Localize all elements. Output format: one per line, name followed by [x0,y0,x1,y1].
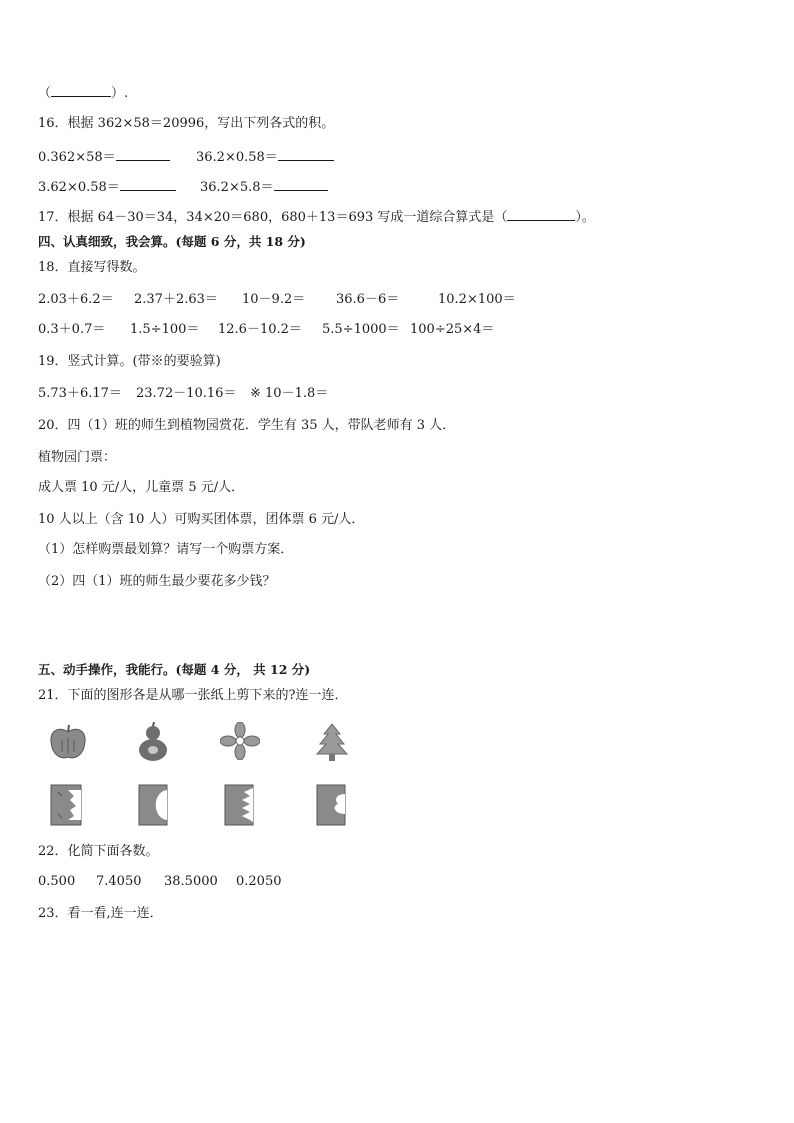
q16-item-3 [38,178,176,196]
q17-close: ）。 [575,210,595,225]
q16-item-4-text: 36.2×5.8＝ [200,180,274,195]
q20-line-3: 10 人以上（含 10 人）可购买团体票，团体票 6 元/人． [38,512,365,527]
q19-item-1: 5.73＋6.17＝ [38,386,122,401]
q16-blank-4[interactable] [274,178,328,191]
q20-stem: 20．四（1）班的师生到植物园赏花．学生有 35 人，带队老师有 3 人． [38,418,456,433]
q20-sub-1: （1）怎样购票最划算？请写一个购票方案． [38,542,294,557]
q22-item-3: 38.5000 [164,874,218,889]
q22-item-2: 7.4050 [96,874,142,889]
tree-shape-icon[interactable] [316,722,348,762]
q15-answer-blank[interactable] [51,84,111,97]
q21-stem: 21．下面的图形各是从哪一张纸上剪下来的?连一连． [38,688,348,703]
q18-r2-c4: 5.5÷1000＝ [322,322,400,337]
paper-cutout-1-icon[interactable] [50,784,82,826]
q16-item-1-text: 0.362×58＝ [38,150,116,165]
q16-blank-1[interactable] [116,148,170,161]
q15-answer-line [38,84,128,102]
q16-blank-3[interactable] [120,178,176,191]
q16-stem: 16．根据 362×58＝20996，写出下列各式的积。 [38,116,335,131]
paper-cutout-2-icon[interactable] [138,784,168,826]
q19-item-3: ※ 10－1.8＝ [250,386,329,401]
q15-open: （ [38,86,52,101]
q22-item-4: 0.2050 [236,874,282,889]
q18-r1-c3: 10－9.2＝ [242,292,306,307]
paper-cutout-4-icon[interactable] [316,784,346,826]
q20-line-2: 成人票 10 元/人，儿童票 5 元/人． [38,480,245,495]
q17-stem: 17．根据 64－30＝34，34×20＝680，680＋13＝693 写成一道综合算式是（ [38,210,508,225]
q18-r1-c1: 2.03＋6.2＝ [38,292,114,307]
q23-stem: 23．看一看,连一连． [38,906,163,921]
q16-item-1 [38,148,170,166]
q15-close: ）. [111,86,129,101]
q18-r1-c2: 2.37＋2.63＝ [134,292,218,307]
q16-item-3-text: 3.62×0.58＝ [38,180,120,195]
q17-stem-line [38,208,595,226]
section-4-title: 四、认真细致，我会算。(每题 6 分，共 18 分) [38,234,306,249]
q16-blank-2[interactable] [278,148,334,161]
paper-cutout-3-icon[interactable] [224,784,254,826]
q19-stem: 19．竖式计算。(带※的要验算) [38,354,221,369]
q18-r1-c4: 36.6－6＝ [336,292,400,307]
section-5-title: 五、动手操作，我能行。(每题 4 分， 共 12 分) [38,662,311,677]
q16-item-2 [196,148,334,166]
flower-shape-icon[interactable] [220,722,260,760]
q18-r1-c5: 10.2×100＝ [438,292,516,307]
q20-sub-2: （2）四（1）班的师生最少要花多少钱？ [38,574,276,589]
q18-r2-c3: 12.6－10.2＝ [218,322,302,337]
apple-shape-icon[interactable] [48,722,88,762]
q22-stem: 22．化简下面各数。 [38,844,159,859]
q16-item-4 [200,178,328,196]
q16-item-2-text: 36.2×0.58＝ [196,150,278,165]
q18-r2-c5: 100÷25×4＝ [410,322,495,337]
q18-r2-c1: 0.3＋0.7＝ [38,322,106,337]
q18-stem: 18．直接写得数。 [38,260,146,275]
q19-item-2: 23.72－10.16＝ [136,386,237,401]
gourd-shape-icon[interactable] [136,722,170,762]
q18-r2-c2: 1.5÷100＝ [130,322,200,337]
q20-line-1: 植物园门票： [38,450,117,465]
q17-answer-blank[interactable] [507,208,575,221]
q22-item-1: 0.500 [38,874,76,889]
